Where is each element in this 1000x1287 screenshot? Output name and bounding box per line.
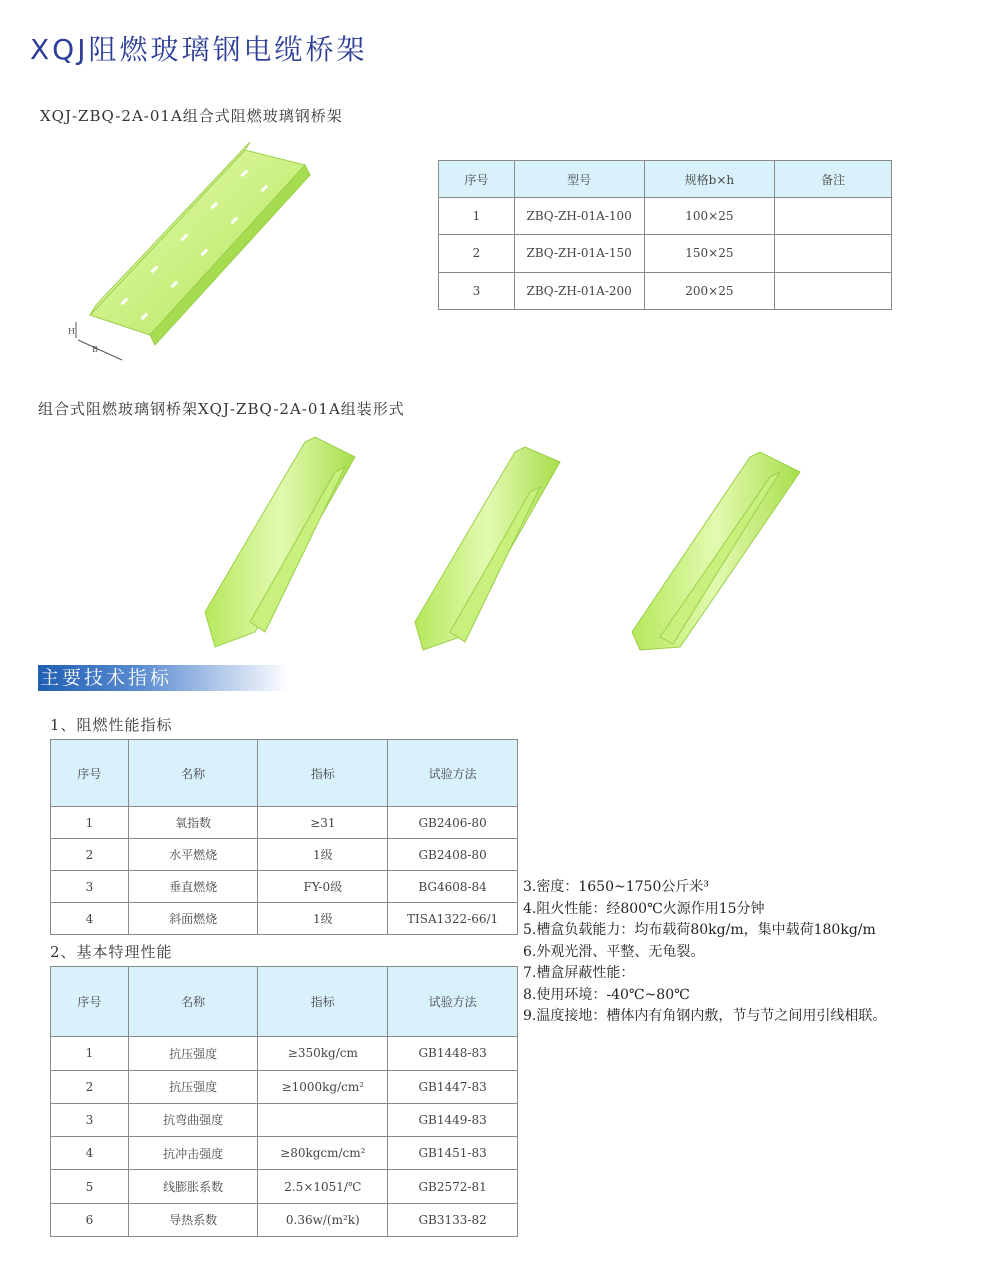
cell: 0.36w/(m²k) <box>258 1203 388 1236</box>
header-cell: 型号 <box>514 161 644 198</box>
cell: GB1447-83 <box>388 1070 518 1103</box>
cell: 4 <box>51 1137 129 1170</box>
cell: ≥350kg/cm <box>258 1037 388 1070</box>
table-row <box>439 272 892 309</box>
cell: 6 <box>51 1203 129 1236</box>
cell: 1级 <box>258 839 388 871</box>
assembly-images <box>195 432 815 657</box>
header-cell: 试验方法 <box>388 740 518 807</box>
header-cell: 指标 <box>258 967 388 1037</box>
cell: ZBQ-ZH-01A-150 <box>514 235 644 272</box>
table-row <box>51 1037 518 1070</box>
header-cell: 规格b×h <box>644 161 775 198</box>
note-line: 5.槽盒负载能力：均布载荷80kg/m，集中载荷180kg/m <box>523 922 876 938</box>
note-line: 3.密度：1650~1750公斤米³ <box>523 879 709 895</box>
cell: GB2572-81 <box>388 1170 518 1203</box>
cell: 1 <box>51 1037 129 1070</box>
cell: ≥80kgcm/cm² <box>258 1137 388 1170</box>
cell: GB1448-83 <box>388 1037 518 1070</box>
cell: 2 <box>51 839 129 871</box>
header-cell: 试验方法 <box>388 967 518 1037</box>
cell: 斜面燃烧 <box>128 903 258 935</box>
cell: GB2406-80 <box>388 807 518 839</box>
cell: 抗冲击强度 <box>128 1137 258 1170</box>
cell: 1 <box>51 807 129 839</box>
cell: 导热系数 <box>128 1203 258 1236</box>
cell: ZBQ-ZH-01A-200 <box>514 272 644 309</box>
cell: FY-0级 <box>258 871 388 903</box>
header-cell: 名称 <box>128 740 258 807</box>
cell: 抗压强度 <box>128 1070 258 1103</box>
cell: TISA1322-66/1 <box>388 903 518 935</box>
header-cell: 序号 <box>439 161 515 198</box>
cell: 4 <box>51 903 129 935</box>
cell: 2 <box>439 235 515 272</box>
cell: 线膨胀系数 <box>128 1170 258 1203</box>
cable-tray-diagram <box>60 140 320 365</box>
cell <box>775 235 892 272</box>
table-row <box>439 198 892 235</box>
cell <box>258 1103 388 1136</box>
cell: BG4608-84 <box>388 871 518 903</box>
cell <box>775 198 892 235</box>
cell: 2.5×1051/℃ <box>258 1170 388 1203</box>
table-row <box>51 1070 518 1103</box>
cell: 抗压强度 <box>128 1037 258 1070</box>
spec-notes <box>523 877 886 1028</box>
cell: 垂直燃烧 <box>128 871 258 903</box>
cell: GB2408-80 <box>388 839 518 871</box>
flame-table <box>50 739 518 935</box>
header-cell: 备注 <box>775 161 892 198</box>
note-line: 8.使用环境：-40℃~80℃ <box>523 986 690 1003</box>
tray-assembly-2 <box>415 447 560 650</box>
cell: 150×25 <box>644 235 775 272</box>
cell: 氧指数 <box>128 807 258 839</box>
cell: GB3133-82 <box>388 1203 518 1236</box>
product-subtitle: XQJ-ZBQ-2A-01A组合式阻燃玻璃钢桥架 <box>40 107 343 125</box>
section2-title: 2、基本特理性能 <box>50 943 173 961</box>
cell: 3 <box>439 272 515 309</box>
cell: 1 <box>439 198 515 235</box>
table-row <box>439 235 892 272</box>
cell: 5 <box>51 1170 129 1203</box>
header-cell: 名称 <box>128 967 258 1037</box>
page-title: XQJ阻燃玻璃钢电缆桥架 <box>30 33 368 66</box>
cell: 抗弯曲强度 <box>128 1103 258 1136</box>
note-line: 4.阻火性能：经800℃火源作用15分钟 <box>523 900 765 917</box>
cell: ≥1000kg/cm² <box>258 1070 388 1103</box>
cell: ZBQ-ZH-01A-100 <box>514 198 644 235</box>
table-row <box>51 1203 518 1236</box>
spec-table <box>438 160 892 310</box>
cell: GB1451-83 <box>388 1137 518 1170</box>
tray-assembly-1 <box>205 437 355 647</box>
header-cell: 指标 <box>258 740 388 807</box>
cell: GB1449-83 <box>388 1103 518 1136</box>
cell: 3 <box>51 871 129 903</box>
physical-table <box>50 966 518 1237</box>
cell: 1级 <box>258 903 388 935</box>
note-line: 7.槽盒屏蔽性能： <box>523 965 635 981</box>
table-row <box>51 839 518 871</box>
cell: 水平燃烧 <box>128 839 258 871</box>
cell <box>775 272 892 309</box>
note-line: 6.外观光滑、平整、无龟裂。 <box>523 943 705 960</box>
cell: 3 <box>51 1103 129 1136</box>
table-row <box>51 1137 518 1170</box>
note-line: 9.温度接地：槽体内有角钢内敷，节与节之间用引线相联。 <box>523 1008 887 1024</box>
table-row <box>51 1103 518 1136</box>
section1-title: 1、阻燃性能指标 <box>50 716 173 734</box>
cell: 2 <box>51 1070 129 1103</box>
assembly-title: 组合式阻燃玻璃钢桥架XQJ-ZBQ-2A-01A组装形式 <box>38 400 405 418</box>
cell: ≥31 <box>258 807 388 839</box>
table-row <box>51 807 518 839</box>
table-row <box>51 1170 518 1203</box>
cell: 200×25 <box>644 272 775 309</box>
section-banner: 主要技术指标 <box>38 665 290 691</box>
width-label: B <box>92 345 98 354</box>
cell: 100×25 <box>644 198 775 235</box>
table-row <box>51 871 518 903</box>
height-label: H <box>68 327 75 336</box>
tray-assembly-3 <box>632 452 800 650</box>
table-row <box>51 903 518 935</box>
header-cell: 序号 <box>51 967 129 1037</box>
header-cell: 序号 <box>51 740 129 807</box>
